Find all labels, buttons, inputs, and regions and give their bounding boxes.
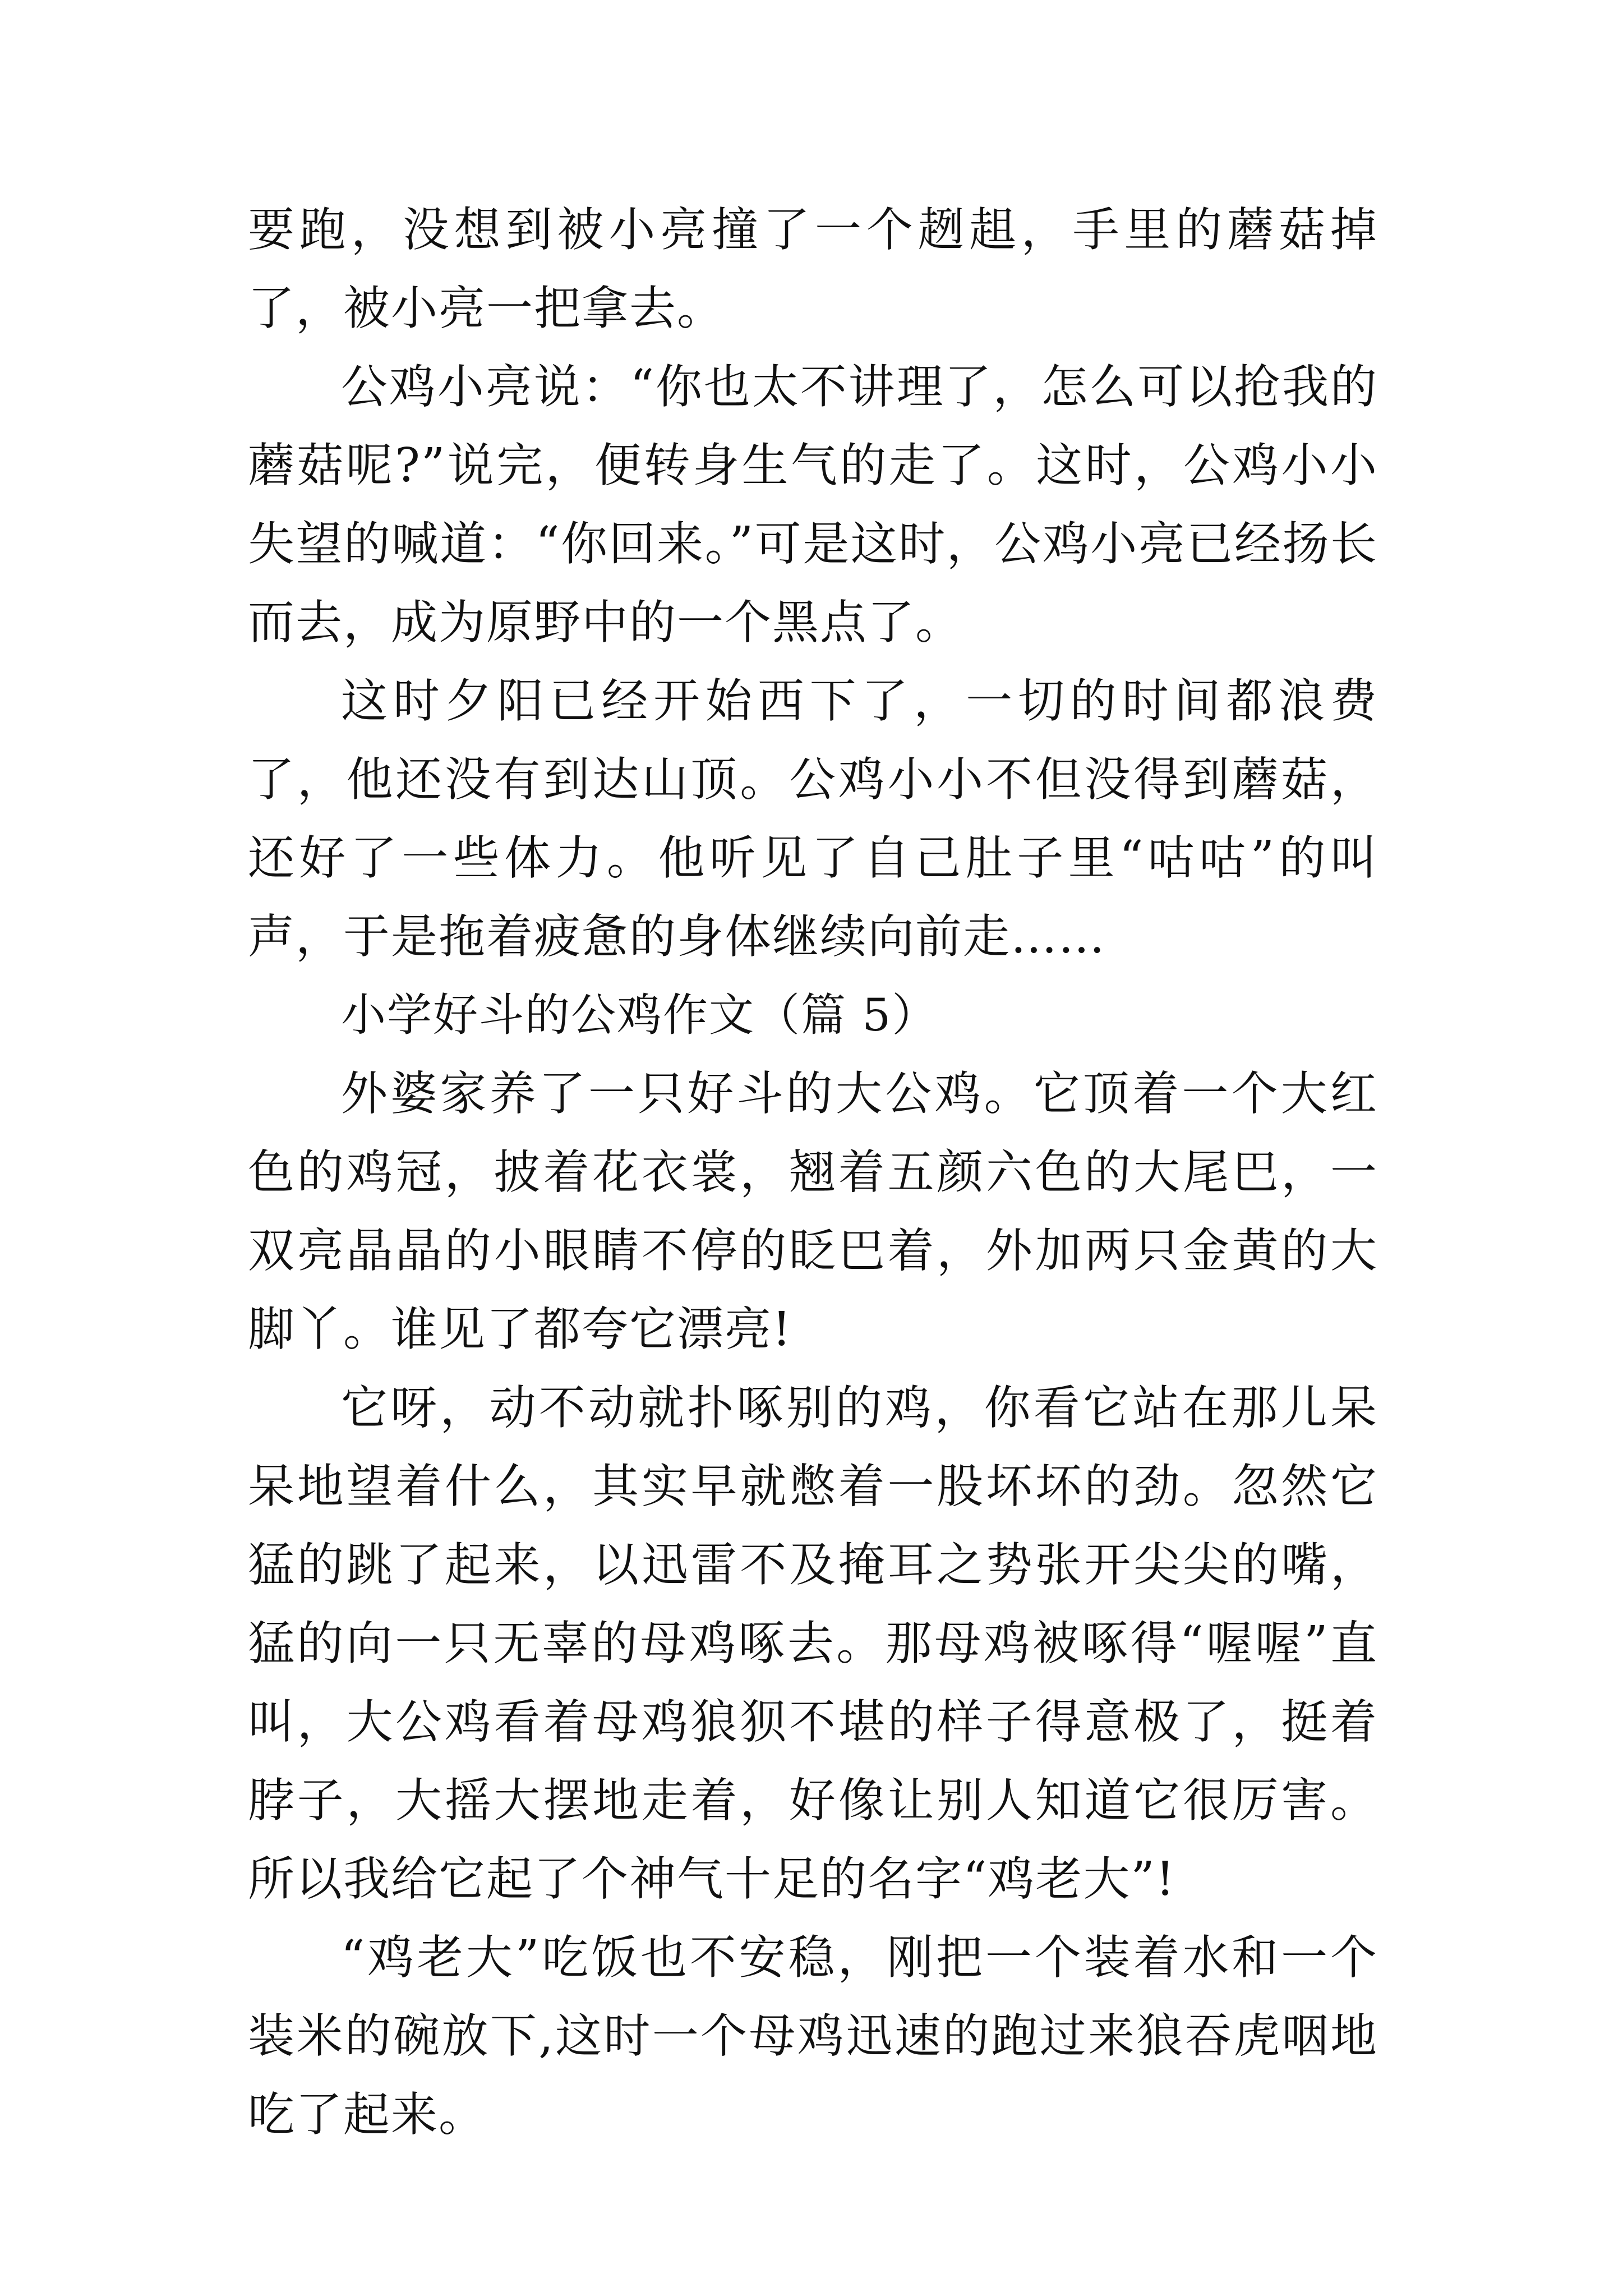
paragraph: 这时夕阳已经开始西下了，一切的时间都浪费了，他还没有到达山顶。公鸡小小不但没得到蘑菇，还好了一些体力。他听见了自己肚子里“咕咕”的叫声，于是拖着疲惫的身体继续向前走…… [248,674,1378,964]
paragraph: 外婆家养了一只好斗的大公鸡。它顶着一个大红色的鸡冠，披着花衣裳，翘着五颜六色的大尾巴，一双亮晶晶的小眼睛不停的眨巴着，外加两只金黄的大脚丫。谁见了都夸它漂亮! [248,1066,1378,1356]
paragraph: 公鸡小亮说：“你也太不讲理了，怎么可以抢我的蘑菇呢?”说完，便转身生气的走了。这时，公鸡小小失望的喊道：“你回来。”可是这时，公鸡小亮已经扬长而去，成为原野中的一个黑点了。 [248,360,1378,650]
document-body [248,191,1378,2154]
essay-heading: 小学好斗的公鸡作文（篇 5） [341,989,938,1041]
paragraph-continued: 要跑，没想到被小亮撞了一个趔趄，手里的蘑菇掉了，被小亮一把拿去。 [248,203,1378,335]
paragraph: “鸡老大”吃饭也不安稳，刚把一个装着水和一个装米的碗放下,这时一个母鸡迅速的跑过来狼吞虎咽地吃了起来。 [248,1930,1378,2142]
paragraph: 它呀，动不动就扑啄别的鸡，你看它站在那儿呆呆地望着什么，其实早就憋着一股坏坏的劲。忽然它猛的跳了起来，以迅雷不及掩耳之势张开尖尖的嘴，猛的向一只无辜的母鸡啄去。那母鸡被啄得“喔喔”直叫，大公鸡看着母鸡狼狈不堪的样子得意极了，挺着脖子，大摇大摆地走着，好像让别人知道它很厉害。所以我给它起了个神气十足的名字“鸡老大”! [248,1381,1378,1906]
